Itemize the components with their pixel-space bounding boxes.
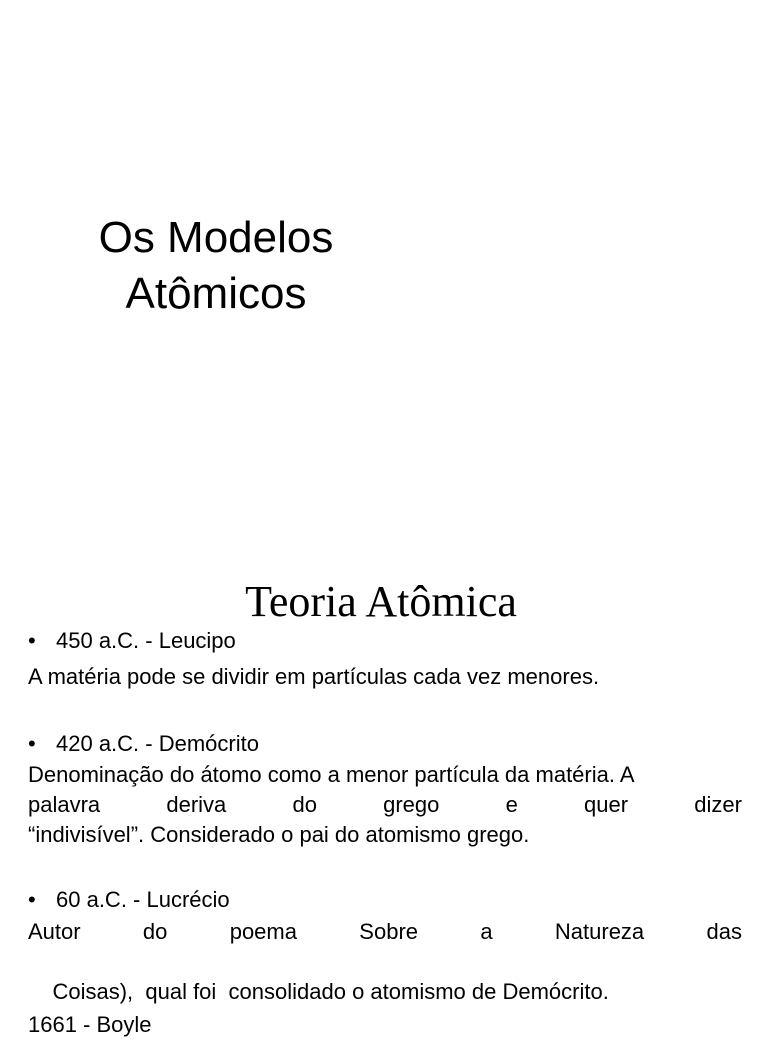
paragraph-line-text: Denominação do átomo como a menor partícula da matéria. A (28, 762, 635, 787)
word: Natureza (554, 919, 645, 944)
word: do (292, 792, 317, 817)
paragraph-line (28, 760, 742, 790)
word: das (706, 919, 742, 944)
paragraph-line (28, 820, 742, 850)
paragraph-line-text: “indivisível”. Considerado o pai do atomismo grego. (28, 822, 530, 847)
word: poema (229, 919, 297, 944)
section-title: Teoria Atômica (245, 577, 517, 626)
bullet-leucipo (28, 626, 236, 656)
bullet-lucrecio (28, 885, 230, 915)
bullet-icon: • (28, 628, 36, 653)
paragraph-leucipo: A matéria pode se dividir em partículas cada vez menores. (28, 664, 600, 689)
bullet-heading: 420 a.C. - Demócrito (56, 731, 259, 756)
bullet-icon: • (28, 887, 36, 912)
bullet-heading: 450 a.C. - Leucipo (56, 628, 236, 653)
word: dizer (694, 792, 742, 817)
slide-title-line-2: Atômicos (125, 269, 307, 318)
word: grego (383, 792, 440, 817)
slide-title-line-1: Os Modelos (98, 213, 334, 262)
word: palavra (28, 792, 101, 817)
slide-title (60, 210, 372, 322)
bullet-heading: 1661 - Boyle (28, 1012, 152, 1037)
word: quer (584, 792, 629, 817)
word: deriva (166, 792, 227, 817)
bullet-heading: 60 a.C. - Lucrécio (56, 887, 230, 912)
word: a (480, 919, 493, 944)
word: Autor (28, 919, 81, 944)
paragraph-democrito (28, 760, 742, 850)
word: do (142, 919, 168, 944)
paragraph-line-text: Coisas), qual foi consolidado o atomismo de Demócrito. (52, 979, 609, 1004)
bullet-boyle (28, 1010, 152, 1040)
paragraph-line (28, 917, 742, 947)
paragraph-line (28, 790, 742, 820)
word: Sobre (359, 919, 419, 944)
bullet-icon: • (28, 731, 36, 756)
bullet-democrito (28, 729, 259, 759)
word: e (505, 792, 518, 817)
